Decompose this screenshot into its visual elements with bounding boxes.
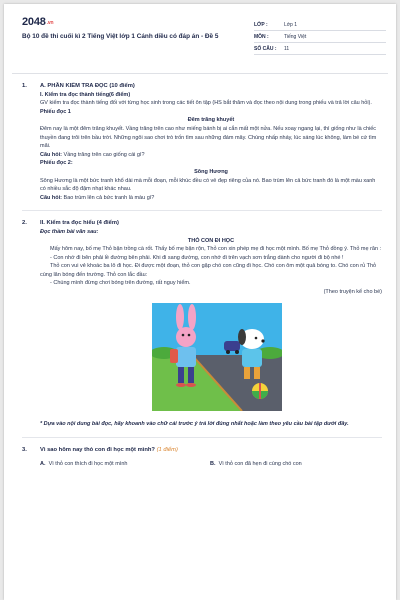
story-source: (Theo truyện kể cho bé) — [323, 289, 382, 296]
header-divider — [12, 73, 388, 74]
page-header — [4, 4, 396, 68]
phieu-2-question — [40, 194, 382, 203]
question-1-heading — [22, 82, 382, 91]
question-label: Câu hỏi: — [40, 151, 62, 158]
question-number: 2. — [22, 220, 27, 227]
answer-option-a[interactable] — [40, 460, 210, 469]
story-title: THỎ CON ĐI HỌC — [187, 237, 235, 244]
section-heading: II. Kiểm tra đọc hiểu (4 điểm) — [40, 220, 119, 227]
meta-value: Tiếng Việt — [284, 33, 307, 40]
phieu-2-label: Phiếu đọc 2: — [40, 160, 73, 167]
instruction-text: Đọc thầm bài văn sau: — [40, 228, 99, 235]
document-title: Bộ 10 đề thi cuối kì 2 Tiếng Việt lớp 1 Cánh diều có đáp án - Đề 5 — [22, 33, 219, 40]
question-text: Vầng trăng trên cao giống cái gì? — [63, 151, 145, 158]
meta-row-count — [254, 43, 386, 55]
question-label: Câu hỏi: — [40, 194, 62, 201]
meta-row-subject — [254, 31, 386, 43]
question-number: 3. — [22, 446, 27, 453]
intro-text: GV kiểm tra đọc thành tiếng đối với từng học sinh trong các tiết ôn tập (HS bắt thăm và đọc theo nội dung trong phiếu và trả lời câu hỏi). — [40, 100, 372, 107]
story-paragraph: Mấy hôm nay, bố mẹ Thỏ bận trồng cà rốt. Thấy bố mẹ bận rộn, Thỏ con xin phép mẹ đi học một mình. Bố mẹ Thỏ đồng ý. Thỏ mẹ răn : — [50, 246, 382, 253]
story-paragraph: - Con nhớ đi bên phải lề đường bên phải. Khi đi sang đường, con nhớ đi trên vạch sơn trắng dành cho người đi bộ nhé ! — [50, 254, 344, 261]
question-3-heading — [22, 446, 382, 455]
site-logo[interactable] — [22, 16, 53, 28]
question-text-main: Vì sao hôm nay thỏ con đi học một mình? — [40, 446, 155, 453]
option-letter: A. — [40, 461, 46, 468]
document-content — [22, 82, 382, 469]
option-text: Vì thỏ con đã hẹn đi cùng chó con — [218, 461, 302, 468]
meta-table — [254, 19, 386, 55]
logo-suffix: .vn — [46, 20, 54, 26]
option-letter: B. — [210, 461, 216, 468]
meta-key: SỐ CÂU : — [254, 45, 277, 52]
story-illustration — [152, 303, 282, 411]
meta-row-grade — [254, 19, 386, 31]
question-text — [40, 446, 178, 455]
meta-key: MÔN : — [254, 33, 269, 40]
section-heading: A. PHẦN KIỂM TRA ĐỌC (10 điểm) — [40, 83, 135, 89]
phieu-2-title: Sông Hương — [194, 168, 228, 175]
instruction-note: * Dựa vào nội dung bài đọc, hãy khoanh vào chữ cái trước ý trả lời đúng nhất hoặc làm theo yêu cầu bài tập dưới đây. — [40, 421, 349, 428]
ball-icon — [252, 383, 268, 399]
phieu-1-label: Phiếu đọc 1 — [40, 108, 71, 115]
question-separator — [22, 210, 382, 211]
question-number: 1. — [22, 83, 27, 89]
phieu-1-text: Đêm nay là một đêm trăng khuyết. Vầng trăng trên cao như miếng bánh bị ai cắn mất một nửa. Nếu xoay ngang lại, thì giống như là chiếc thuyền đang trôi trên bầu trời. Những ngôi sao chơi trò trốn tìm sau những đám mây. Chúng nhấp nháy, lúc sáng lúc không, làm bé cứ tìm mãi. — [40, 125, 377, 150]
phieu-1-question — [40, 151, 382, 160]
story-paragraph: - Chúng mình đừng chơi bóng trên đường, rất nguy hiểm. — [50, 280, 191, 287]
logo-text: 2048 — [22, 16, 46, 28]
question-2-heading — [22, 219, 382, 228]
question-2-body — [40, 228, 382, 429]
sub-heading: I. Kiểm tra đọc thành tiếng(6 điểm) — [40, 91, 131, 98]
meta-key: LỚP : — [254, 21, 268, 28]
answer-options — [40, 460, 382, 469]
question-separator — [22, 437, 382, 438]
phieu-2-text: Sông Hương là một bức tranh khổ dài mà mỗi đoạn, mỗi khúc đều có vẻ đẹp riêng của nó. Bao trùm lên cả bức tranh đó là một màu xanh có nhiều sắc độ đậm nhạt khác nhau. — [40, 177, 376, 193]
phieu-1-title: Đêm trăng khuyết — [187, 117, 235, 124]
meta-value: 11 — [284, 45, 290, 52]
question-1-body — [40, 91, 382, 203]
option-text: Vì thỏ con thích đi học một mình — [48, 461, 128, 468]
question-points: (1 điểm) — [156, 446, 178, 453]
document-page — [4, 4, 396, 600]
answer-option-b[interactable] — [210, 460, 380, 469]
meta-value: Lớp 1 — [284, 21, 298, 28]
question-text: Bao trùm lên cả bức tranh là màu gì? — [63, 194, 155, 201]
story-paragraph: Thỏ con vui vẻ khoác ba lô đi học. Đi được một đoạn, thỏ con gặp chó con cũng đi học. Chó con ôm một quả bóng to. Chó con rủ Thỏ cùng lăn bóng đến trường. Thỏ con lắc đầu: — [40, 263, 377, 278]
